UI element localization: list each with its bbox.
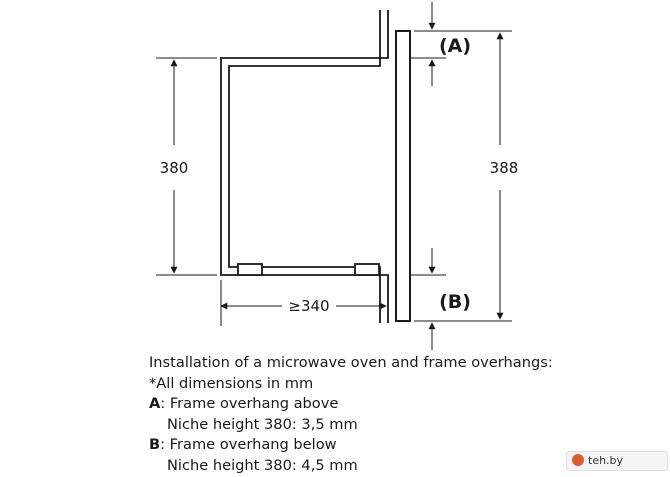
watermark-logo — [566, 451, 668, 471]
caption-a-niche: Niche height 380: 3,5 mm — [167, 415, 358, 433]
niche-depth-label: ≥340 — [288, 297, 330, 315]
caption-b-key: B — [149, 436, 161, 454]
oven-feet — [238, 264, 379, 275]
watermark-text: teh.by — [588, 454, 624, 467]
oven-frame — [396, 31, 410, 321]
overhang-a-marker: (A) — [438, 35, 472, 57]
caption-units-note: *All dimensions in mm — [149, 374, 314, 392]
caption-title: Installation of a microwave oven and frame overhangs: — [149, 354, 553, 371]
niche-height-label: 380 — [159, 159, 189, 177]
frame-height-label: 388 — [489, 159, 519, 177]
overhang-b-marker: (B) — [439, 291, 471, 313]
niche-outline — [221, 10, 388, 323]
logo-dot-icon — [572, 454, 584, 466]
caption-b-text: : Frame overhang below — [160, 436, 337, 454]
caption-a-line — [149, 394, 659, 415]
caption-b-niche: Niche height 380: 4,5 mm — [167, 456, 358, 474]
caption-a-key: A — [149, 395, 161, 413]
caption-a-text: : Frame overhang above — [160, 395, 339, 413]
